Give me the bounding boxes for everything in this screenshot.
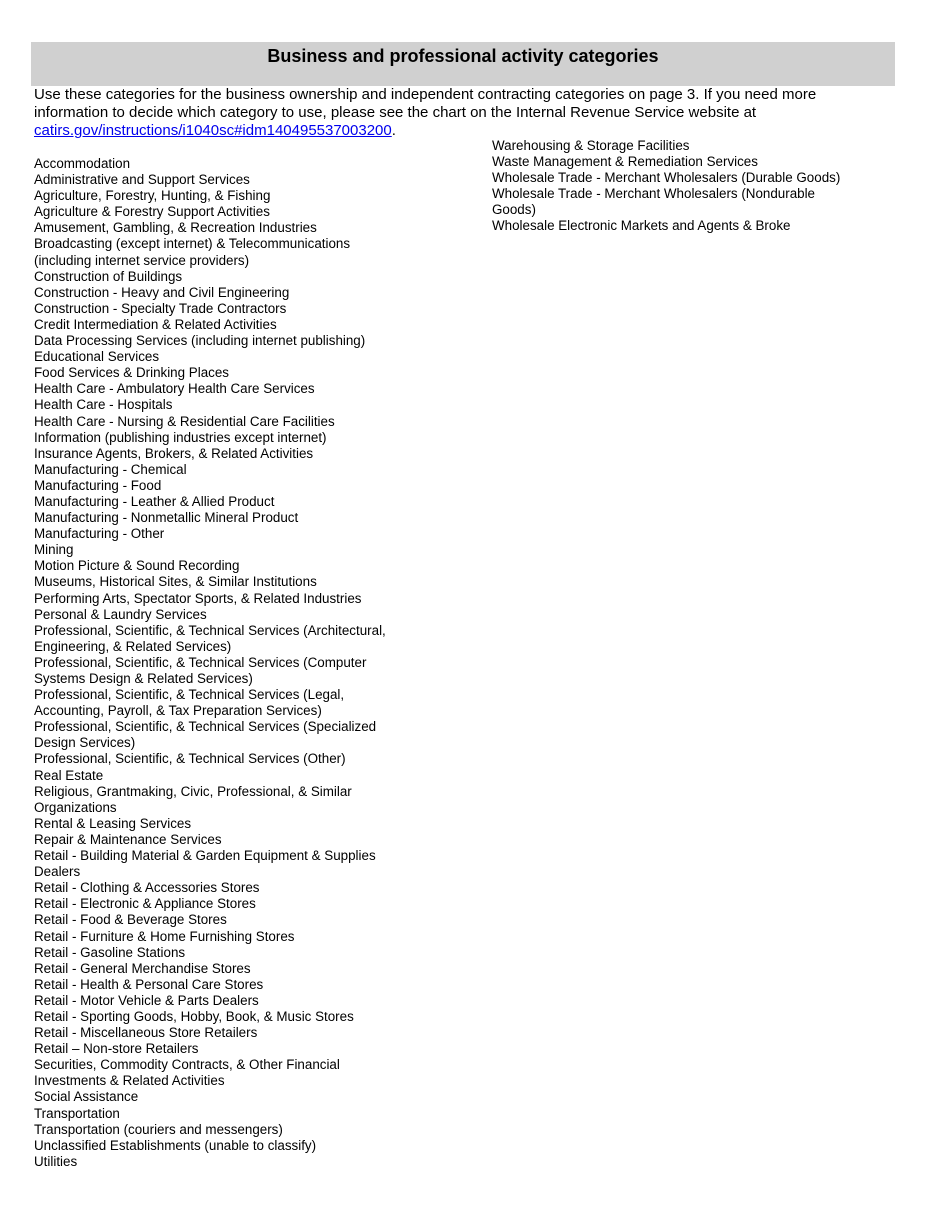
- category-item: Retail - Electronic & Appliance Stores: [34, 896, 256, 912]
- page-title: Business and professional activity categories: [267, 46, 659, 66]
- category-item: Mining: [34, 542, 74, 558]
- category-item: Transportation: [34, 1105, 120, 1121]
- category-item: Agriculture, Forestry, Hunting, & Fishing: [34, 188, 271, 204]
- category-item: Administrative and Support Services: [34, 172, 250, 188]
- category-item: Performing Arts, Spectator Sports, & Related Industries: [34, 590, 362, 606]
- category-item: Agriculture & Forestry Support Activities: [34, 204, 270, 220]
- category-item: Retail - Gasoline Stations: [34, 944, 186, 960]
- category-item: Wholesale Trade - Merchant Wholesalers (Nondurable Goods): [492, 186, 816, 218]
- category-item: Unclassified Establishments (unable to classify): [34, 1137, 317, 1153]
- category-item: Health Care - Ambulatory Health Care Services: [34, 381, 315, 397]
- category-item: Social Assistance: [34, 1089, 139, 1105]
- category-item: Personal & Laundry Services: [34, 606, 207, 622]
- category-item: Manufacturing - Leather & Allied Product: [34, 493, 275, 509]
- category-item: Broadcasting (except internet) & Telecommunications (including internet service providers): [34, 236, 351, 268]
- category-item: Accommodation: [34, 156, 131, 171]
- category-item: Information (publishing industries except internet): [34, 429, 327, 445]
- category-item: Retail - Sporting Goods, Hobby, Book, & Music Stores: [34, 1008, 354, 1024]
- category-item: Retail - Food & Beverage Stores: [34, 912, 227, 928]
- category-item: Manufacturing - Other: [34, 526, 165, 542]
- intro-text: Use these categories for the business ownership and independent contracting categories on page 3. If you need more information to decide which category to use, please see the chart on the Internal Revenue Service website at: [34, 86, 817, 121]
- category-item: Real Estate: [34, 767, 104, 783]
- category-list-left: [34, 156, 396, 1170]
- category-item: Educational Services: [34, 349, 160, 365]
- category-item: Retail - Furniture & Home Furnishing Stores: [34, 928, 295, 944]
- category-list-right: [492, 138, 862, 235]
- intro-paragraph: [34, 86, 874, 140]
- category-item: Waste Management & Remediation Services: [492, 154, 758, 170]
- category-item: Construction of Buildings: [34, 268, 183, 284]
- category-item: Utilities: [34, 1153, 78, 1169]
- category-item: Professional, Scientific, & Technical Services (Architectural, Engineering, & Related Services): [34, 622, 386, 654]
- category-item: Manufacturing - Nonmetallic Mineral Product: [34, 510, 299, 526]
- category-item: Construction - Specialty Trade Contractors: [34, 300, 287, 316]
- category-item: Professional, Scientific, & Technical Services (Specialized Design Services): [34, 719, 377, 751]
- category-item: Warehousing & Storage Facilities: [492, 138, 690, 153]
- category-item: Professional, Scientific, & Technical Services (Computer Systems Design & Related Services): [34, 654, 367, 686]
- category-item: Retail – Non-store Retailers: [34, 1041, 199, 1057]
- irs-instructions-link[interactable]: catirs.gov/instructions/i1040sc#idm140495537003200: [34, 122, 392, 139]
- title-bar: [31, 42, 895, 86]
- category-item: Construction - Heavy and Civil Engineering: [34, 284, 290, 300]
- category-item: Retail - Clothing & Accessories Stores: [34, 880, 260, 896]
- category-item: Health Care - Nursing & Residential Care Facilities: [34, 413, 335, 429]
- category-item: Amusement, Gambling, & Recreation Industries: [34, 220, 317, 236]
- category-item: Wholesale Trade - Merchant Wholesalers (Durable Goods): [492, 170, 841, 186]
- category-item: Motion Picture & Sound Recording: [34, 558, 240, 574]
- category-item: Rental & Leasing Services: [34, 815, 192, 831]
- category-item: Food Services & Drinking Places: [34, 365, 229, 381]
- intro-end: .: [391, 122, 396, 139]
- category-item: Securities, Commodity Contracts, & Other Financial Investments & Related Activities: [34, 1057, 340, 1089]
- category-item: Religious, Grantmaking, Civic, Professional, & Similar Organizations: [34, 783, 352, 815]
- category-item: Retail - General Merchandise Stores: [34, 960, 251, 976]
- category-item: Professional, Scientific, & Technical Services (Other): [34, 751, 346, 767]
- category-item: Retail - Motor Vehicle & Parts Dealers: [34, 992, 259, 1008]
- category-item: Repair & Maintenance Services: [34, 831, 222, 847]
- category-item: Professional, Scientific, & Technical Services (Legal, Accounting, Payroll, & Tax Preparation Services): [34, 687, 345, 719]
- category-item: Retail - Health & Personal Care Stores: [34, 976, 264, 992]
- category-item: Credit Intermediation & Related Activities: [34, 316, 277, 332]
- category-item: Insurance Agents, Brokers, & Related Activities: [34, 445, 314, 461]
- category-item: Manufacturing - Chemical: [34, 461, 187, 477]
- category-item: Health Care - Hospitals: [34, 397, 173, 413]
- category-item: Manufacturing - Food: [34, 477, 162, 493]
- category-item: Data Processing Services (including internet publishing): [34, 333, 366, 349]
- category-item: Transportation (couriers and messengers): [34, 1121, 283, 1137]
- category-item: Retail - Miscellaneous Store Retailers: [34, 1025, 258, 1041]
- category-item: Museums, Historical Sites, & Similar Institutions: [34, 574, 317, 590]
- category-item: Retail - Building Material & Garden Equipment & Supplies Dealers: [34, 848, 376, 880]
- category-item: Wholesale Electronic Markets and Agents & Broke: [492, 218, 791, 234]
